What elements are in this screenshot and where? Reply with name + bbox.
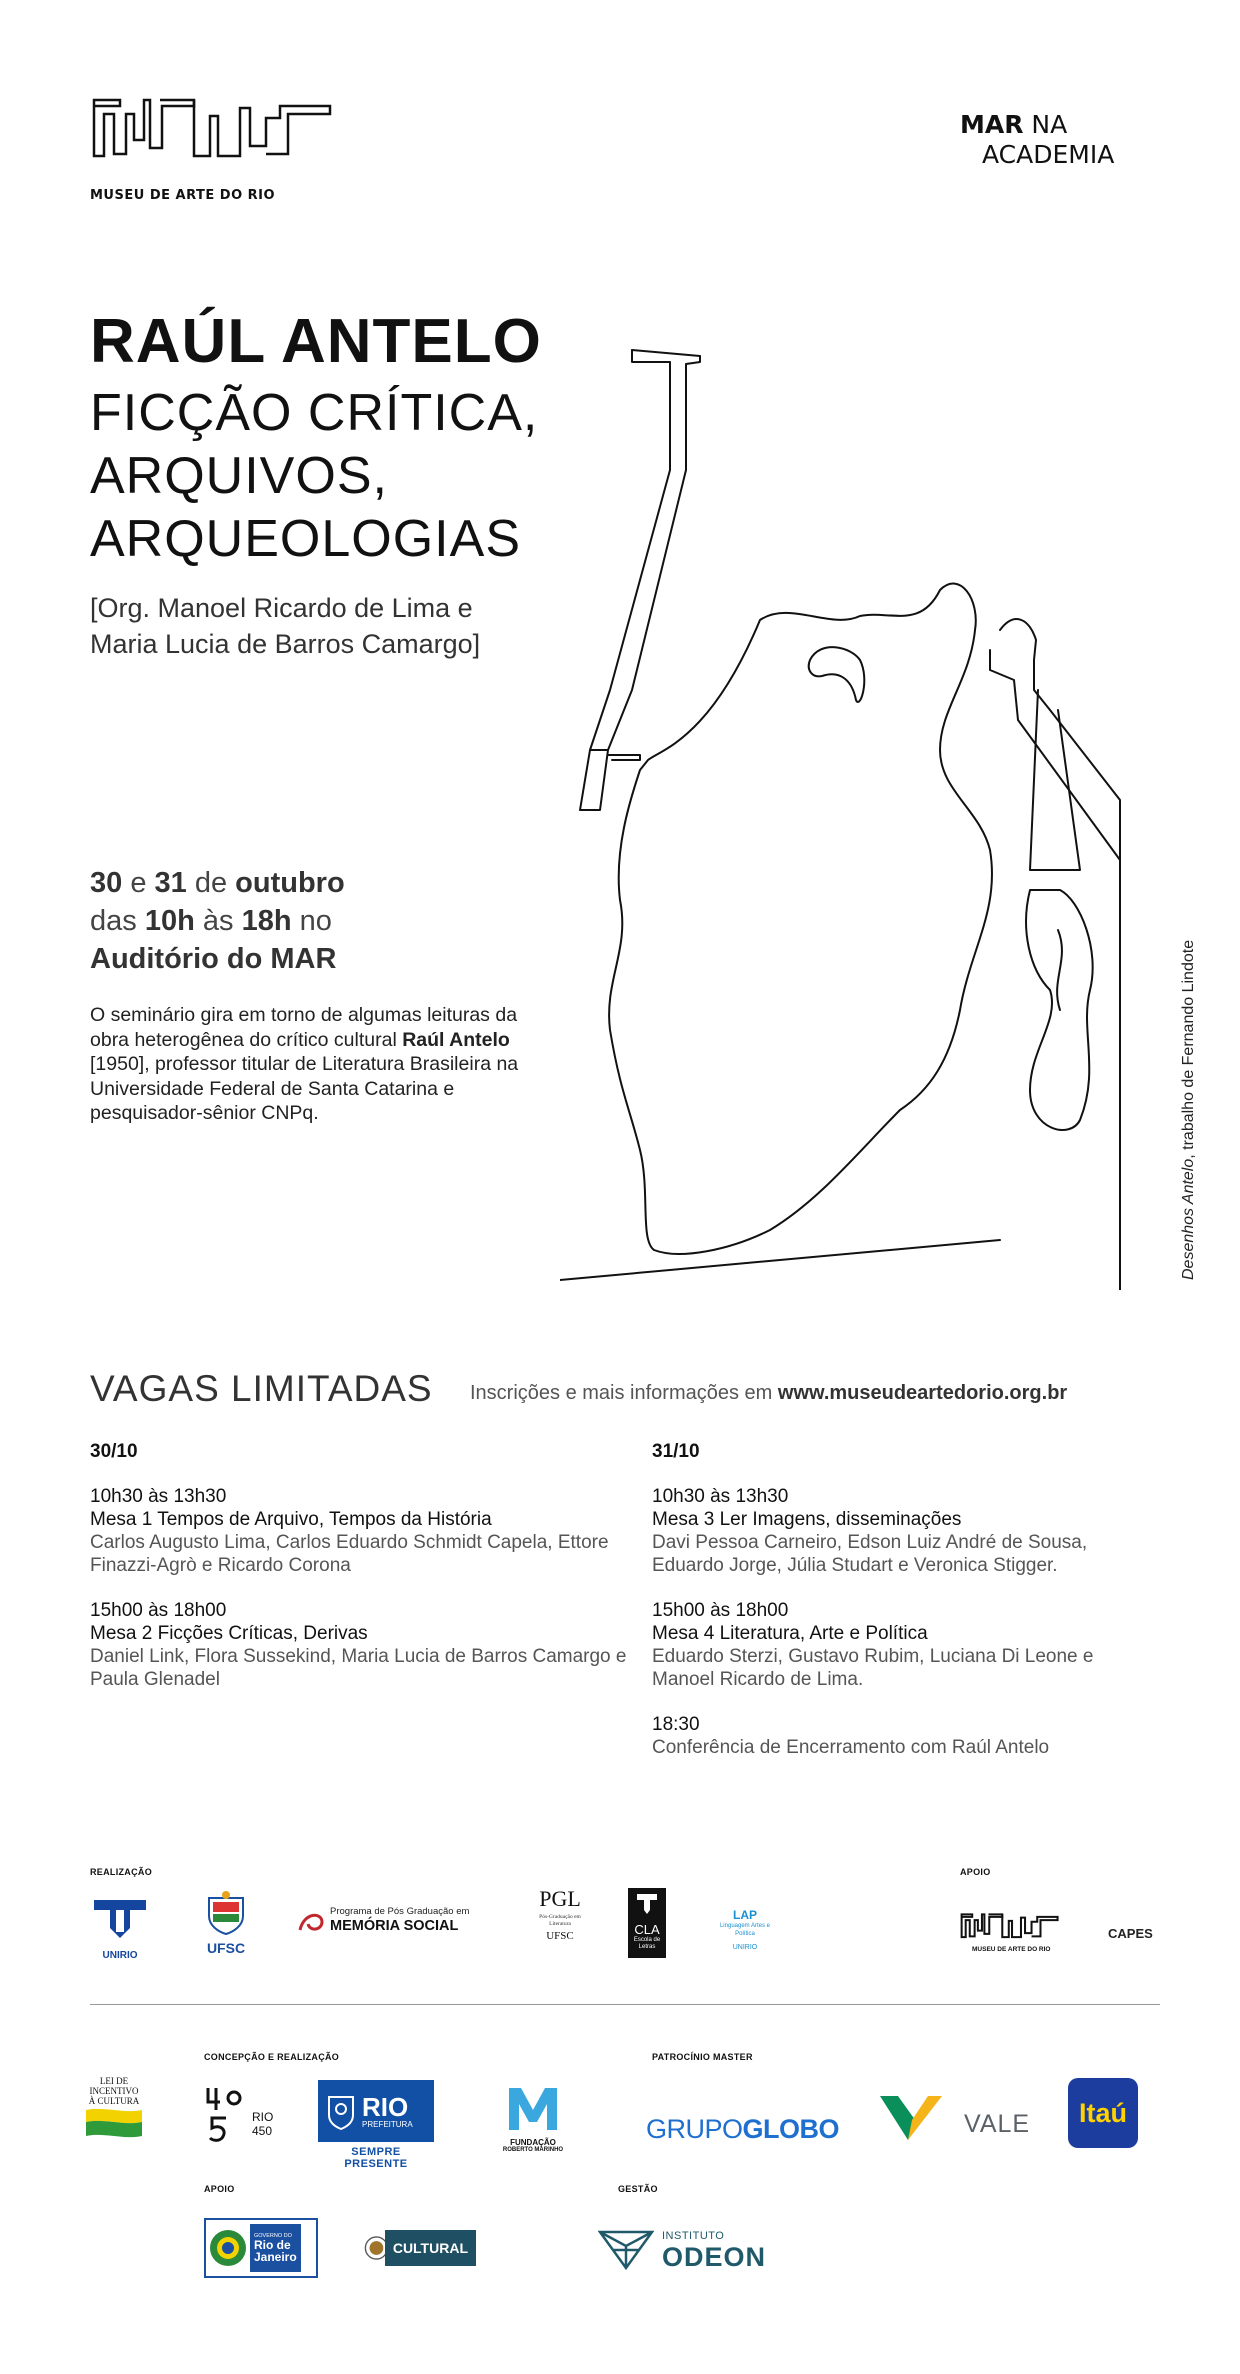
itau-text: Itaú xyxy=(1078,2097,1127,2128)
apoio2-label: APOIO xyxy=(204,2184,235,2194)
rj-crest-icon xyxy=(206,2223,250,2273)
rio-slogan: SEMPRE PRESENTE xyxy=(344,2146,408,2170)
slot-time: 10h30 às 13h30 xyxy=(90,1486,227,1507)
rio-crest-icon xyxy=(326,2091,356,2131)
org-line-2: Maria Lucia de Barros Camargo] xyxy=(90,629,481,659)
schedule-day-2 xyxy=(652,1440,1122,1781)
fundacao-m-icon xyxy=(503,2084,563,2134)
mar-logo xyxy=(90,96,336,166)
rio-pref-text: RIO xyxy=(362,2091,409,2122)
cultural-logo xyxy=(364,2230,476,2266)
schedule-slot xyxy=(90,1485,630,1577)
limited-spots-headline: VAGAS LIMITADAS xyxy=(90,1368,433,1409)
slot-speakers: Carlos Augusto Lima, Carlos Eduardo Schmidt Capela, Ettore Finazzi-Agrò e Ricardo Corona xyxy=(90,1532,609,1576)
odeon-mark-icon xyxy=(598,2226,654,2272)
event-venue: Auditório do MAR xyxy=(90,943,337,975)
registration-info xyxy=(470,1382,1067,1405)
unirio-text: UNIRIO xyxy=(102,1950,138,1961)
museum-website-link[interactable]: www.museudeartedorio.org.br xyxy=(777,1382,1068,1404)
slot-session: Mesa 2 Ficções Críticas, Derivas xyxy=(90,1623,368,1644)
sponsor-divider xyxy=(90,2004,1160,2005)
apoio-label: APOIO xyxy=(960,1867,991,1877)
unirio-emblem-icon xyxy=(90,1896,150,1946)
mar-small-mark-icon xyxy=(960,1912,1060,1942)
vale-text: VALE xyxy=(964,2110,1031,2138)
museum-name: MUSEU DE ARTE DO RIO xyxy=(90,188,276,203)
fundacao-line1: FUNDAÇÃO xyxy=(510,2138,556,2147)
itau-logo xyxy=(1068,2078,1138,2148)
lei-incentivo-logo xyxy=(84,2076,144,2145)
slot-time: 18:30 xyxy=(652,1714,700,1735)
lap-uni: UNIRIO xyxy=(732,1944,758,1951)
concepcao-label: CONCEPÇÃO E REALIZAÇÃO xyxy=(204,2052,340,2062)
date-month: outubro xyxy=(235,867,345,899)
odeon-name: ODEON xyxy=(662,2242,767,2272)
lap-logo xyxy=(718,1908,772,1951)
date-day2: 31 xyxy=(154,867,187,899)
ufsc-text: UFSC xyxy=(206,1940,246,1956)
cla-emblem-icon xyxy=(635,1892,659,1918)
mar-small-logo xyxy=(960,1912,1060,1953)
lap-sub: Linguagem Artes e Política xyxy=(719,1923,771,1937)
slot-session: Mesa 3 Ler Imagens, disseminações xyxy=(652,1509,962,1530)
lei-line3: À CULTURA xyxy=(88,2096,140,2106)
instituto-odeon-logo xyxy=(598,2226,778,2276)
schedule-slot xyxy=(652,1485,1122,1577)
lei-line1: LEI DE xyxy=(99,2076,129,2086)
date-day1: 30 xyxy=(90,867,123,899)
desc-part1: O seminário gira em torno de algumas leituras da obra heterogênea do crítico cultural xyxy=(90,1004,518,1051)
patrocinio-label: PATROCÍNIO MASTER xyxy=(652,2052,753,2062)
subtitle-line-2: ARQUIVOS, xyxy=(90,447,388,505)
gov-line3: Janeiro xyxy=(254,2250,297,2264)
time-no: no xyxy=(291,905,332,937)
slot-speakers: Davi Pessoa Carneiro, Edson Luiz André de Sousa, Eduardo Jorge, Júlia Studart e Veronica Stigger. xyxy=(652,1532,1088,1576)
credit-rest: , trabalho de Fernando Lindote xyxy=(1180,939,1197,1159)
time-end: 18h xyxy=(241,905,292,937)
slot-time: 15h00 às 18h00 xyxy=(652,1600,789,1621)
globo-text: GLOBO xyxy=(742,2114,840,2144)
grupo-text: GRUPO xyxy=(646,2114,743,2144)
rio-450-b: 450 xyxy=(252,2124,273,2138)
governo-rj-logo xyxy=(204,2218,318,2278)
slot-speakers: Daniel Link, Flora Sussekind, Maria Lucia de Barros Camargo e Paula Glenadel xyxy=(90,1646,627,1690)
memoria-line1: Programa de Pós Graduação em xyxy=(330,1906,470,1917)
line-drawing-illustration xyxy=(560,330,1180,1290)
rio-450-logo xyxy=(204,2084,284,2148)
slot-speakers: Eduardo Sterzi, Gustavo Rubim, Luciana Di Leone e Manoel Ricardo de Lima. xyxy=(652,1646,1094,1690)
day2-date: 31/10 xyxy=(652,1441,700,1462)
subtitle-line-3: ARQUEOLOGIAS xyxy=(90,510,521,568)
mar-small-text: MUSEU DE ARTE DO RIO xyxy=(972,1946,1051,1953)
time-as: às xyxy=(194,905,242,937)
slot-time: 10h30 às 13h30 xyxy=(652,1486,789,1507)
gov-line2: Rio de xyxy=(254,2238,291,2252)
fundacao-line2: ROBERTO MARINHO xyxy=(502,2147,564,2153)
gov-line1: GOVERNO DO xyxy=(254,2233,292,2239)
mar-na-academia-logo xyxy=(960,110,1114,170)
vale-v-icon xyxy=(878,2090,948,2146)
program-academia: ACADEMIA xyxy=(982,140,1115,169)
slot-speakers: Conferência de Encerramento com Raúl Antelo xyxy=(652,1737,1050,1758)
registration-text: Inscrições e mais informações em xyxy=(470,1382,778,1404)
lei-flag-icon xyxy=(84,2106,144,2140)
slot-session: Mesa 4 Literatura, Arte e Política xyxy=(652,1623,928,1644)
rio-450-mark-icon xyxy=(204,2084,244,2144)
unirio-logo xyxy=(90,1896,150,1961)
program-na: NA xyxy=(1023,110,1068,139)
realizacao-label: REALIZAÇÃO xyxy=(90,1867,152,1877)
date-e: e xyxy=(122,867,155,899)
credit-italic: Desenhos Antelo xyxy=(1180,1158,1197,1280)
rio-450-a: RIO xyxy=(252,2110,274,2124)
schedule-slot xyxy=(652,1599,1122,1691)
ufsc-crest-icon xyxy=(203,1890,249,1936)
day1-date: 30/10 xyxy=(90,1441,138,1462)
drawing-credit xyxy=(1180,880,1198,1280)
time-start: 10h xyxy=(144,905,195,937)
memoria-swirl-icon xyxy=(296,1908,326,1938)
pgl-logo xyxy=(534,1886,586,1942)
lap-text: LAP xyxy=(733,1908,757,1922)
schedule-slot xyxy=(90,1599,630,1691)
cla-text: CLA xyxy=(634,1922,660,1937)
rio-pref-sub: PREFEITURA xyxy=(362,2119,413,2129)
pgl-text: PGL xyxy=(539,1886,581,1911)
schedule-day-1 xyxy=(90,1440,630,1713)
org-line-1: [Org. Manoel Ricardo de Lima e xyxy=(90,593,473,623)
pgl-sub: Pós-Graduação em Literatura xyxy=(539,1914,581,1927)
date-de: de xyxy=(186,867,236,899)
desc-name: Raúl Antelo xyxy=(402,1028,510,1051)
desc-part2: [1950], professor titular de Literatura Brasileira na Universidade Federal de Santa Catarina e pesquisador-sênior CNPq. xyxy=(90,1053,519,1124)
vale-logo xyxy=(878,2090,1031,2146)
cla-sub: Escola de Letras xyxy=(633,1937,661,1950)
odeon-instituto: INSTITUTO xyxy=(662,2230,725,2242)
cla-logo xyxy=(628,1888,666,1958)
rio-prefeitura-logo xyxy=(318,2080,434,2170)
gestao-label: GESTÃO xyxy=(618,2184,658,2194)
program-mar: MAR xyxy=(960,110,1024,139)
time-das: das xyxy=(90,905,145,937)
slot-time: 15h00 às 18h00 xyxy=(90,1600,227,1621)
speaker-name-title: RAÚL ANTELO xyxy=(90,307,542,376)
grupo-globo-logo xyxy=(646,2114,839,2145)
pgl-ufsc: UFSC xyxy=(546,1930,574,1942)
cultural-text: CULTURAL xyxy=(385,2230,476,2266)
lei-line2: INCENTIVO xyxy=(89,2086,139,2096)
memoria-line2: MEMÓRIA SOCIAL xyxy=(330,1918,459,1934)
capes-logo: CAPES xyxy=(1108,1926,1153,1941)
ufsc-logo xyxy=(200,1890,252,1956)
subtitle-line-1: FICÇÃO CRÍTICA, xyxy=(90,384,539,442)
organizers xyxy=(90,590,480,662)
event-description xyxy=(90,1003,530,1126)
schedule-slot xyxy=(652,1713,1122,1759)
slot-session: Mesa 1 Tempos de Arquivo, Tempos da História xyxy=(90,1509,492,1530)
event-date-time xyxy=(90,864,345,978)
fundacao-roberto-marinho-logo xyxy=(496,2084,570,2153)
